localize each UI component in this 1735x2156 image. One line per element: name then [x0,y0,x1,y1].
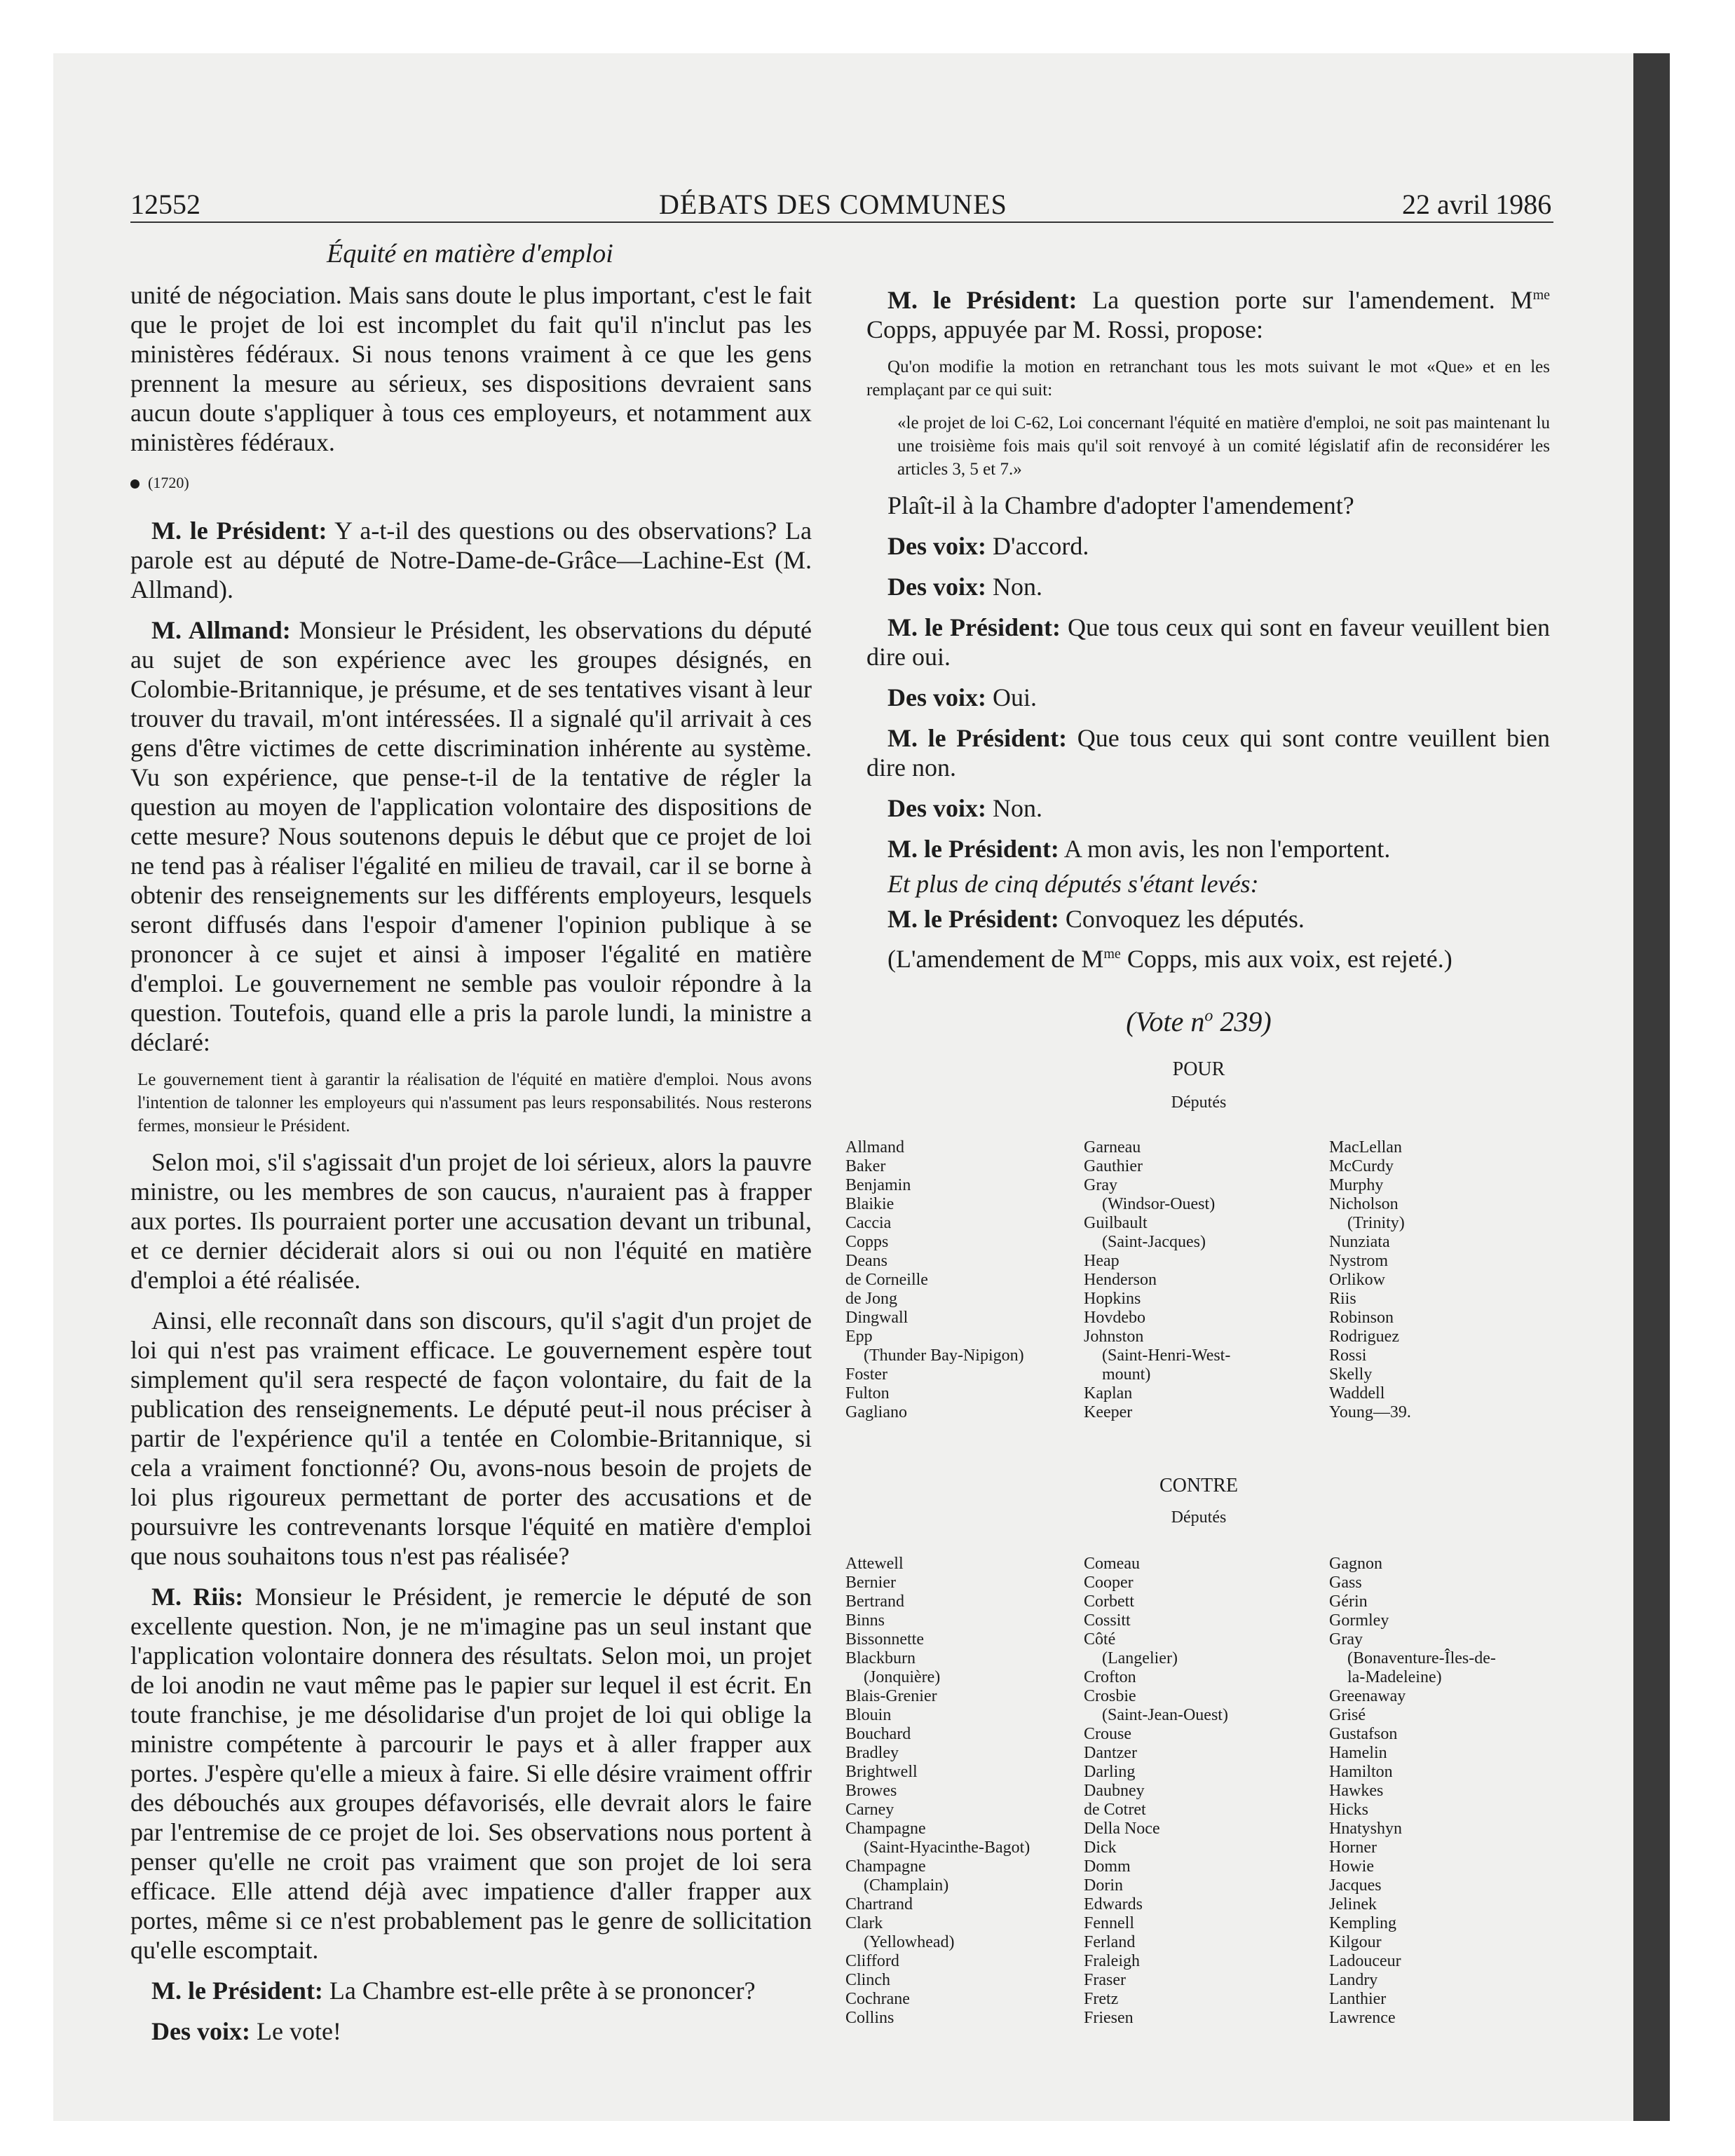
member-name: Crouse [1084,1725,1131,1743]
member-name: Foster [845,1365,887,1384]
member-name: Domm [1084,1857,1131,1876]
speech-text: Y a-t-il des questions ou des observations? La parole est au député de Notre-Dame-de-Grâce—Lachine-Est (M. Allmand). [130,517,812,603]
member-name: Fraleigh [1084,1952,1140,1970]
member-name: Heap [1084,1252,1120,1270]
member-name: (Thunder Bay-Nipigon) [864,1346,1024,1365]
member-name: Blouin [845,1706,892,1724]
member-name: (Yellowhead) [864,1933,955,1951]
member-name: Dantzer [1084,1744,1137,1762]
member-name: Browes [845,1782,897,1800]
member-name: Fulton [845,1384,890,1403]
member-name: (Saint-Jean-Ouest) [1102,1706,1228,1724]
member-name: Comeau [1084,1555,1140,1573]
member-name: Fretz [1084,1990,1119,2008]
block-quote: Le gouvernement tient à garantir la réalisation de l'équité en matière d'emploi. Nous avons l'intention de talonner les employeurs qui n'assument pas leurs responsabilités. Nous resterons fermes, monsieur le Président. [137,1070,812,1135]
member-name: Benjamin [845,1176,911,1194]
pour-names-col-1 [845,1138,1024,1422]
member-name: Brightwell [845,1763,918,1781]
speaker: M. le Président: [887,905,1059,933]
member-name: Hamelin [1329,1744,1387,1762]
paragraph: Selon moi, s'il s'agissait d'un projet de loi sérieux, alors la pauvre ministre, ou les membres de son caucus, n'auraient pas à frapper aux portes. Ils pourraient porter une accusation devant un tribunal, et ce dernier déciderait alors si oui ou non l'équité en matière d'emploi a été réalisée. [130,1148,812,1294]
member-name: Kilgour [1329,1933,1382,1951]
member-name: Bradley [845,1744,899,1762]
member-name: Jelinek [1329,1895,1377,1913]
member-name: de Jong [845,1290,897,1308]
paragraph [130,615,812,1057]
member-name: de Corneille [845,1271,928,1289]
member-name: Champagne [845,1820,926,1838]
member-name: Landry [1329,1971,1378,1989]
speech-text: Non. [986,573,1042,601]
member-name: Kaplan [1084,1384,1133,1403]
speaker: M. le Président: [151,517,327,545]
member-name: Gormley [1329,1611,1389,1630]
member-name: Gagliano [845,1403,907,1421]
member-name: Hamilton [1329,1763,1393,1781]
time-marker [130,468,812,498]
member-name: (Saint-Jacques) [1102,1233,1206,1251]
member-name: Rodriguez [1329,1328,1399,1346]
speech-text: Que tous ceux qui sont contre veuillent bien dire non. [866,724,1550,782]
member-name: Gray [1084,1176,1117,1194]
speaker: M. le Président: [887,613,1061,641]
paragraph [866,613,1550,671]
scan-edge-bar [1633,53,1670,2121]
member-name: Darling [1084,1763,1136,1781]
member-name: (Bonaventure-Îles-de- [1347,1649,1496,1667]
member-name: Hicks [1329,1801,1368,1819]
member-name: Bertrand [845,1592,904,1611]
member-name: Clark [845,1914,883,1932]
member-name: Gray [1329,1630,1363,1649]
publication-title: DÉBATS DES COMMUNES [659,189,1007,220]
member-name: Corbett [1084,1592,1134,1611]
speech-text: A mon avis, les non l'emportent. [1059,835,1391,863]
member-name: (Saint-Hyacinthe-Bagot) [864,1838,1030,1857]
running-title: Équité en matière d'emploi [327,239,613,268]
member-name: Gagnon [1329,1555,1382,1573]
member-name: (Trinity) [1347,1214,1405,1232]
member-name: Copps [845,1233,889,1251]
speaker: M. Riis: [151,1583,244,1611]
member-name: Robinson [1329,1309,1394,1327]
member-name: Waddell [1329,1384,1385,1403]
left-column [130,280,812,2057]
member-name: Crofton [1084,1668,1136,1686]
member-name: Bouchard [845,1725,911,1743]
member-name: Hnatyshyn [1329,1820,1402,1838]
superscript: o [1204,1007,1213,1025]
result-text: (L'amendement de M [887,945,1104,973]
speech-text: Monsieur le Président, les observations du député au sujet de son expérience avec les groupes désignés, en Colombie-Britannique, je présume, et de ses tentatives visant à leur trouver du travail, m'ont intéressées. Il a signalé qu'il arrivait à ces gens d'être victimes de cette discrimination inhérente au système. Vu son expérience, que pense-t-il de la tentative de régler la question au moyen de l'application volontaire des dispositions de cette mesure? Nous soutenons depuis le début que ce projet de loi ne tend pas à réaliser l'égalité en milieu de travail, car il se borne à obtenir des renseignements sur les différents employeurs, lesquels seront diffusés dans l'espoir d'amener l'opinion publique à se prononcer à ce sujet et ainsi à imposer l'égalité en matière d'emploi. Le gouvernement ne semble pas vouloir répondre à la question. Toutefois, quand elle a pris la parole lundi, la ministre a déclaré: [130,616,812,1056]
member-name: Della Noce [1084,1820,1160,1838]
result-text: Copps, mis aux voix, est rejeté.) [1120,945,1452,973]
contre-names-col-3 [1329,1555,1496,2028]
bullet-icon [130,479,140,489]
member-name: Gauthier [1084,1157,1143,1175]
paragraph: Plaît-il à la Chambre d'adopter l'amendement? [887,491,1354,519]
member-name: Hawkes [1329,1782,1384,1800]
paragraph [866,904,1550,934]
speaker: M. le Président: [887,835,1059,863]
member-name: Lawrence [1329,2009,1396,2027]
stage-direction: Et plus de cinq députés s'étant levés: [887,870,1259,898]
member-name: Bissonnette [845,1630,924,1649]
speech-text: Oui. [986,683,1037,711]
member-name: Daubney [1084,1782,1145,1800]
member-name: Murphy [1329,1176,1384,1194]
member-name: Ladouceur [1329,1952,1401,1970]
header-rule [130,221,1553,223]
speaker: Des voix: [887,794,986,822]
member-name: la-Madeleine) [1347,1668,1442,1686]
pour-label: POUR [1172,1058,1225,1080]
member-name: de Cotret [1084,1801,1146,1819]
member-name: Skelly [1329,1365,1373,1384]
speaker: M. le Président: [887,724,1068,752]
member-name: Gustafson [1329,1725,1398,1743]
vote-title-text: 239) [1213,1006,1272,1037]
paragraph [866,572,1550,601]
pour-subtitle: Députés [1171,1093,1227,1112]
member-name: Dick [1084,1838,1117,1857]
member-name: Bernier [845,1574,896,1592]
member-name: MacLellan [1329,1138,1402,1157]
member-name: Kempling [1329,1914,1396,1932]
member-name: Howie [1329,1857,1374,1876]
member-name: Cossitt [1084,1611,1131,1630]
paragraph [130,2017,812,2046]
paragraph [866,280,1550,344]
speaker: M. le Président: [887,286,1077,314]
member-name: Rossi [1329,1346,1367,1365]
member-name: Guilbault [1084,1214,1148,1232]
member-name: Gass [1329,1574,1362,1592]
member-name: Champagne [845,1857,926,1876]
member-name: Baker [845,1157,886,1175]
superscript: me [1103,946,1121,962]
member-name: Nystrom [1329,1252,1388,1270]
member-name: Hopkins [1084,1290,1141,1308]
member-name: Caccia [845,1214,892,1232]
pour-names-col-2 [1084,1138,1230,1422]
paragraph [866,683,1550,712]
member-name: Riis [1329,1290,1356,1308]
member-name: (Langelier) [1102,1649,1178,1667]
member-name: Cochrane [845,1990,910,2008]
paragraph [866,834,1550,864]
member-name: Crosbie [1084,1687,1136,1705]
member-name: Côté [1084,1630,1116,1649]
member-name: Allmand [845,1138,904,1157]
member-name: Hovdebo [1084,1309,1145,1327]
motion-intro: Qu'on modifie la motion en retranchant tous les mots suivant le mot «Que» et en les remplaçant par ce qui suit: [866,357,1550,400]
vote-title [848,1005,1549,1038]
member-name: Greenaway [1329,1687,1406,1705]
vote-result [866,939,1550,974]
speech-text: Le vote! [250,2017,341,2045]
member-name: Binns [845,1611,885,1630]
speech-text: La Chambre est-elle prête à se prononcer? [322,1977,756,2005]
member-name: Horner [1329,1838,1377,1857]
speech-text: D'accord. [986,532,1089,560]
paragraph: unité de négociation. Mais sans doute le plus important, c'est le fait que le projet de loi est incomplet du fait qu'il n'inclut pas les ministères fédéraux. Si nous tenons vraiment à ce que les gens prennent la mesure au sérieux, ses dispositions devraient sans aucun doute s'appliquer à tous ces employeurs, et notamment aux ministères fédéraux. [130,281,812,456]
member-name: (Champlain) [864,1876,949,1895]
motion-text: «le projet de loi C-62, Loi concernant l'équité en matière d'emploi, ne soit pas maintenant lu une troisième fois mais qu'il soit renvoyé à un comité législatif afin de reconsidérer les articles 3, 5 et 7.» [897,414,1550,479]
member-name: Jacques [1329,1876,1382,1895]
member-name: (Windsor-Ouest) [1102,1195,1216,1213]
speech-text: Convoquez les députés. [1059,905,1305,933]
contre-subtitle: Députés [1171,1508,1227,1527]
paragraph [130,1582,812,1965]
member-name: Attewell [845,1555,904,1573]
member-name: Fennell [1084,1914,1134,1932]
speaker: Des voix: [151,2017,250,2045]
speaker: Des voix: [887,532,986,560]
speech-text: Copps, appuyée par M. Rossi, propose: [866,315,1263,343]
member-name: Epp [845,1328,873,1346]
speech-text: Monsieur le Président, je remercie le député de son excellente question. Non, je ne m'imagine pas un seul instant que l'application volontaire donnera des résultats. Selon moi, un projet de loi anodin ne vaut même pas le papier sur lequel il est écrit. En toute franchise, je me désolidarise d'un projet de loi qui oblige la ministre compétente à parcourir le pays et à aller frapper aux portes. J'espère qu'elle a mieux à faire. Si elle désire vraiment offrir des débouchés aux groupes défavorisés, elle devrait alors le faire par l'entremise de ce projet de loi. Ses observations nous portent à penser qu'elle ne croit pas vraiment que son projet de loi sera efficace. Elle attend déjà avec impatience d'aller frapper aux portes, même si ce n'est probablement pas le genre de sollicitation qu'elle escomptait. [130,1583,812,1964]
speaker: Des voix: [887,683,986,711]
paragraph [866,531,1550,561]
paragraph [130,1976,812,2005]
member-name: Collins [845,2009,894,2027]
member-name: Clinch [845,1971,890,1989]
speech-text: Que tous ceux qui sont en faveur veuillent bien dire oui. [866,613,1550,671]
vote-title-text: (Vote n [1126,1006,1205,1037]
page-date: 22 avril 1986 [1402,189,1552,220]
member-name: Clifford [845,1952,899,1970]
member-name: Carney [845,1801,894,1819]
member-name: Ferland [1084,1933,1136,1951]
superscript: me [1532,287,1550,303]
member-name: Garneau [1084,1138,1141,1157]
member-name: Blackburn [845,1649,916,1667]
member-name: Henderson [1084,1271,1157,1289]
contre-names-col-1 [845,1555,1030,2028]
contre-names-col-2 [1084,1555,1228,2028]
speech-text: La question porte sur l'amendement. M [1077,286,1533,314]
pour-names-col-3 [1329,1138,1411,1422]
member-name: Gérin [1329,1592,1368,1611]
member-name: Friesen [1084,2009,1134,2027]
speaker: Des voix: [887,573,986,601]
member-name: Cooper [1084,1574,1134,1592]
paragraph [866,793,1550,823]
member-name: Johnston [1084,1328,1144,1346]
page-number: 12552 [130,189,200,220]
member-name: Dorin [1084,1876,1123,1895]
paragraph: Ainsi, elle reconnaît dans son discours, qu'il s'agit d'un projet de loi qui n'est pas vraiment efficace. Le gouvernement espère tout simplement qu'il sera respecté de façon volontaire, du fait de la publication des renseignements. Le député peut-il nous préciser à partir de l'expérience qu'il a tentée en Colombie-Britannique, si cela a vraiment fonctionné? Ou, avons-nous besoin de projets de loi plus rigoureux permettant de porter des accusations et de poursuivre les contrevenants lorsque l'équité en matière d'emploi que nous souhaitons tous n'est pas réalisée? [130,1306,812,1570]
member-name: Lanthier [1329,1990,1387,2008]
member-name: Nunziata [1329,1233,1390,1251]
member-name: Blais-Grenier [845,1687,937,1705]
member-name: Dingwall [845,1309,909,1327]
member-name: Grisé [1329,1706,1366,1724]
speaker: M. Allmand: [151,616,291,644]
member-name: Fraser [1084,1971,1126,1989]
right-column [866,280,1550,985]
member-name: Blaikie [845,1195,894,1213]
member-name: Deans [845,1252,887,1270]
member-name: Edwards [1084,1895,1143,1913]
member-name: Chartrand [845,1895,913,1913]
contre-label: CONTRE [1159,1475,1238,1496]
member-name: Orlikow [1329,1271,1385,1289]
member-name: Nicholson [1329,1195,1399,1213]
member-name: Keeper [1084,1403,1133,1421]
paragraph [130,516,812,604]
time-marker-text: (1720) [148,474,189,491]
member-name: Young—39. [1329,1403,1411,1421]
speaker: M. le Président: [151,1977,323,2005]
speech-text: Non. [986,794,1042,822]
member-name: McCurdy [1329,1157,1394,1175]
paragraph [866,723,1550,782]
member-name: (Saint-Henri-West- [1102,1346,1231,1365]
member-name: mount) [1102,1365,1151,1384]
member-name: (Jonquière) [864,1668,941,1686]
